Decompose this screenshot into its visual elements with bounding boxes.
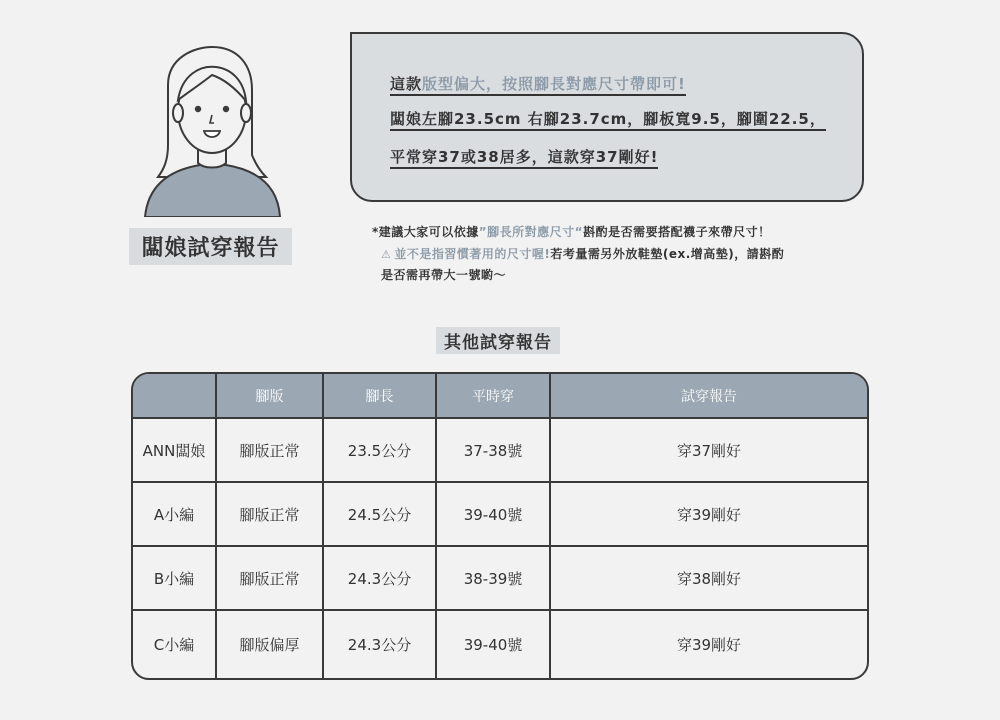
note-line-1-b: ”腳長所對應尺寸“ bbox=[478, 225, 584, 239]
table-cell: 穿39剛好 bbox=[676, 636, 742, 654]
section-title: 其他試穿報告 bbox=[436, 327, 560, 354]
table-cell: 24.3公分 bbox=[324, 547, 437, 611]
bubble-line-1 bbox=[390, 74, 686, 96]
table-cell: A小編 bbox=[133, 483, 217, 547]
note-line-1-c: 斟酌是否需要搭配襪子來帶尺寸！ bbox=[583, 225, 771, 239]
profile-label: 闆娘試穿報告 bbox=[129, 228, 292, 265]
note-line-2-b: 若考量需另外放鞋墊(ex.增高墊)，請斟酌 bbox=[550, 247, 785, 261]
table-cell: 穿38剛好 bbox=[551, 547, 867, 611]
table-header-cell: 腳長 bbox=[324, 374, 437, 419]
avatar bbox=[140, 45, 285, 217]
table-cell: 23.5公分 bbox=[324, 419, 437, 483]
note-line-2 bbox=[381, 245, 784, 262]
table-header-cell: 平時穿 bbox=[437, 374, 551, 419]
bubble-line-1-prefix: 這款 bbox=[390, 75, 423, 93]
table-cell: ANN闆娘 bbox=[133, 419, 217, 483]
note-line-1-a: *建議大家可以依據 bbox=[372, 225, 479, 239]
bubble-line-3: 平常穿37或38居多，這款穿37剛好! bbox=[390, 147, 658, 169]
table-cell: 穿37剛好 bbox=[551, 419, 867, 483]
note-line-3: 是否需再帶大一號喲～ bbox=[381, 268, 507, 282]
table-cell: 24.3公分 bbox=[324, 611, 437, 678]
table-cell: B小編 bbox=[133, 547, 217, 611]
speech-bubble bbox=[350, 32, 864, 202]
table-cell: 39-40號 bbox=[437, 483, 551, 547]
table-cell: C小編 bbox=[133, 611, 217, 678]
note-line-1 bbox=[372, 223, 771, 240]
table-cell: 38-39號 bbox=[437, 547, 551, 611]
table-cell: 37-38號 bbox=[437, 419, 551, 483]
table-header-cell: 腳版 bbox=[217, 374, 324, 419]
table-cell: 腳版正常 bbox=[217, 483, 324, 547]
fitting-report-table bbox=[131, 372, 869, 680]
table-header-cell: 試穿報告 bbox=[551, 374, 867, 419]
note-line-2-a: 並不是指習慣著用的尺寸喔! bbox=[394, 247, 551, 261]
table-cell: 腳版正常 bbox=[217, 547, 324, 611]
table-cell: 39-40號 bbox=[437, 611, 551, 678]
table-cell: 腳版正常 bbox=[217, 419, 324, 483]
table-cell: 穿39剛好 bbox=[551, 483, 867, 547]
bubble-line-2: 闆娘左腳23.5cm 右腳23.7cm，腳板寬9.5，腳圍22.5， bbox=[390, 109, 826, 131]
warning-icon: ⚠ bbox=[381, 248, 392, 261]
table-cell: 腳版偏厚 bbox=[217, 611, 324, 678]
bubble-line-1-highlight: 版型偏大，按照腳長對應尺寸帶即可! bbox=[422, 75, 686, 93]
table-cell: 24.5公分 bbox=[324, 483, 437, 547]
table-header-cell bbox=[133, 374, 217, 419]
